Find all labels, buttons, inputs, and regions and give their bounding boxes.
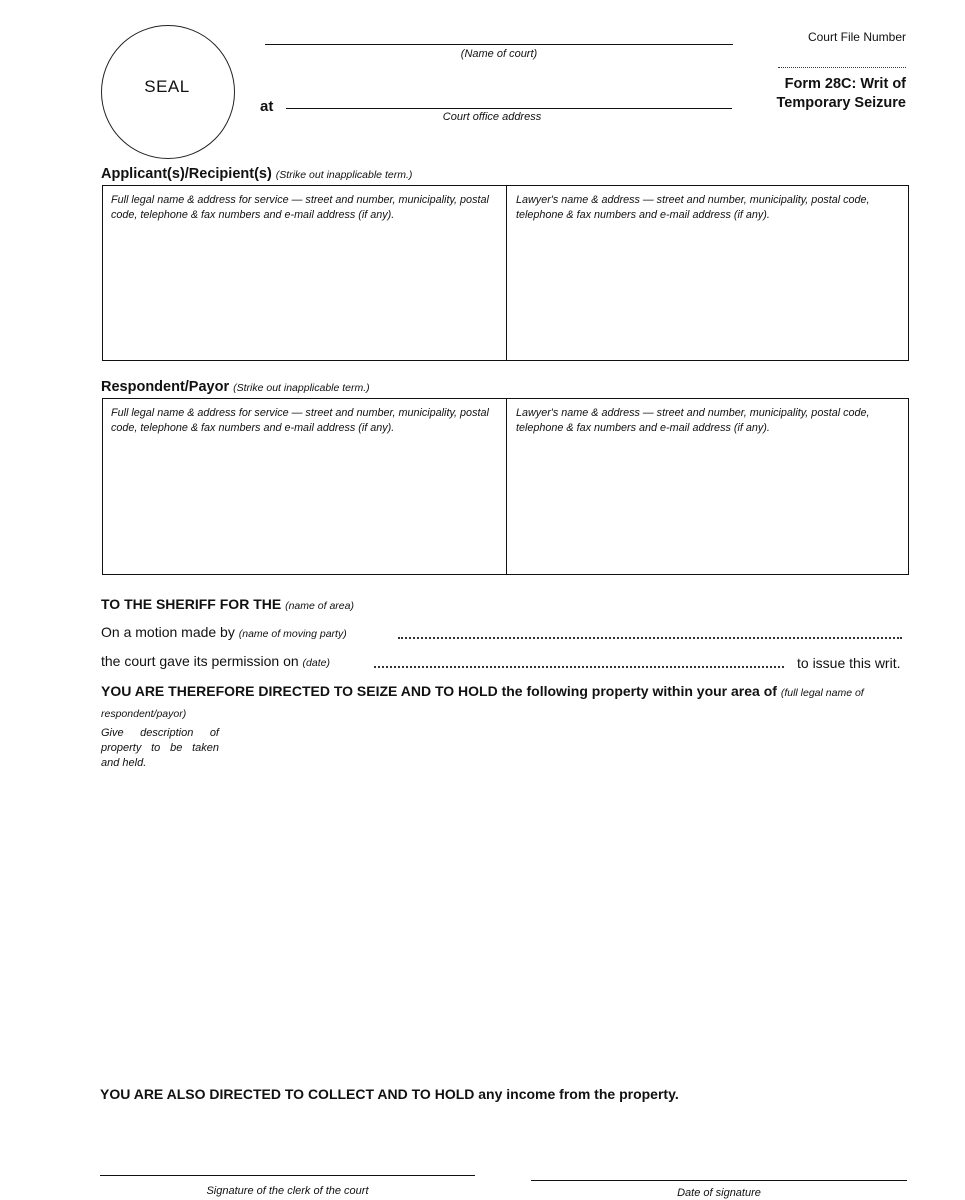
court-address-line[interactable]: [286, 108, 732, 109]
clerk-signature-line[interactable]: [100, 1175, 475, 1176]
issue-suffix: to issue this writ.: [797, 655, 901, 671]
permission-line: [101, 653, 330, 669]
court-file-number-field[interactable]: [778, 67, 906, 68]
applicant-address-field[interactable]: [103, 186, 507, 360]
directed-paragraph: [101, 682, 913, 724]
applicant-box-divider: [506, 186, 507, 360]
seal-label: SEAL: [144, 77, 190, 96]
motion-line: [101, 624, 347, 640]
respondent-heading-text: Respondent/Payor: [101, 379, 230, 395]
signature-date-line[interactable]: [531, 1180, 907, 1181]
respondent-address-field[interactable]: [103, 399, 507, 574]
respondent-lawyer-caption: Lawyer's name & address — street and number, municipality, postal code, telephone & fax numbers and e-mail address (if any).: [516, 407, 870, 434]
sheriff-line: [101, 596, 354, 612]
applicant-heading: [101, 166, 412, 182]
respondent-heading: [101, 379, 370, 395]
court-name-caption: (Name of court): [460, 48, 538, 60]
clerk-signature-caption: Signature of the clerk of the court: [206, 1185, 369, 1197]
applicant-lawyer-caption: Lawyer's name & address — street and number, municipality, postal code, telephone & fax numbers and e-mail address (if any).: [516, 194, 870, 221]
give-description-caption: Give description of property to be taken and held.: [101, 727, 219, 769]
respondent-box-divider: [506, 399, 507, 574]
applicant-heading-note: (Strike out inapplicable term.): [275, 169, 413, 181]
signature-date-caption: Date of signature: [677, 1187, 761, 1199]
permission-date-field[interactable]: [374, 666, 784, 668]
collect-statement: YOU ARE ALSO DIRECTED TO COLLECT AND TO HOLD any income from the property.: [100, 1086, 679, 1102]
applicant-heading-text: Applicant(s)/Recipient(s): [101, 166, 272, 182]
motion-note: (name of moving party): [238, 628, 347, 640]
respondent-heading-note: (Strike out inapplicable term.): [233, 382, 370, 394]
applicant-lawyer-field[interactable]: [508, 186, 908, 360]
applicant-address-caption: Full legal name & address for service — street and number, municipality, postal code, telephone & fax numbers and e-mail address (if any).: [111, 194, 489, 221]
respondent-box: [102, 398, 909, 575]
at-label: at: [260, 98, 274, 115]
form-title-line1: Form 28C: Writ of: [784, 76, 906, 92]
directed-note: (full legal name of respondent/payor): [101, 687, 864, 720]
court-name-line[interactable]: [265, 44, 733, 45]
sheriff-note: (name of area): [285, 600, 354, 612]
property-description-field[interactable]: [230, 726, 910, 1066]
form-title-line2: Temporary Seizure: [776, 95, 906, 111]
sheriff-label: TO THE SHERIFF FOR THE: [101, 596, 282, 612]
court-address-caption: Court office address: [442, 111, 542, 123]
court-file-number-label: Court File Number: [807, 30, 906, 44]
directed-text: YOU ARE THEREFORE DIRECTED TO SEIZE AND TO HOLD the following property within your area of: [101, 683, 777, 699]
moving-party-field[interactable]: [398, 637, 902, 639]
respondent-address-caption: Full legal name & address for service — street and number, municipality, postal code, telephone & fax numbers and e-mail address (if any).: [111, 407, 489, 434]
form-title: [690, 75, 906, 113]
permission-note: (date): [302, 657, 330, 669]
applicant-box: [102, 185, 909, 361]
respondent-lawyer-field[interactable]: [508, 399, 908, 574]
permission-label: the court gave its permission on: [101, 653, 299, 669]
motion-label: On a motion made by: [101, 624, 235, 640]
